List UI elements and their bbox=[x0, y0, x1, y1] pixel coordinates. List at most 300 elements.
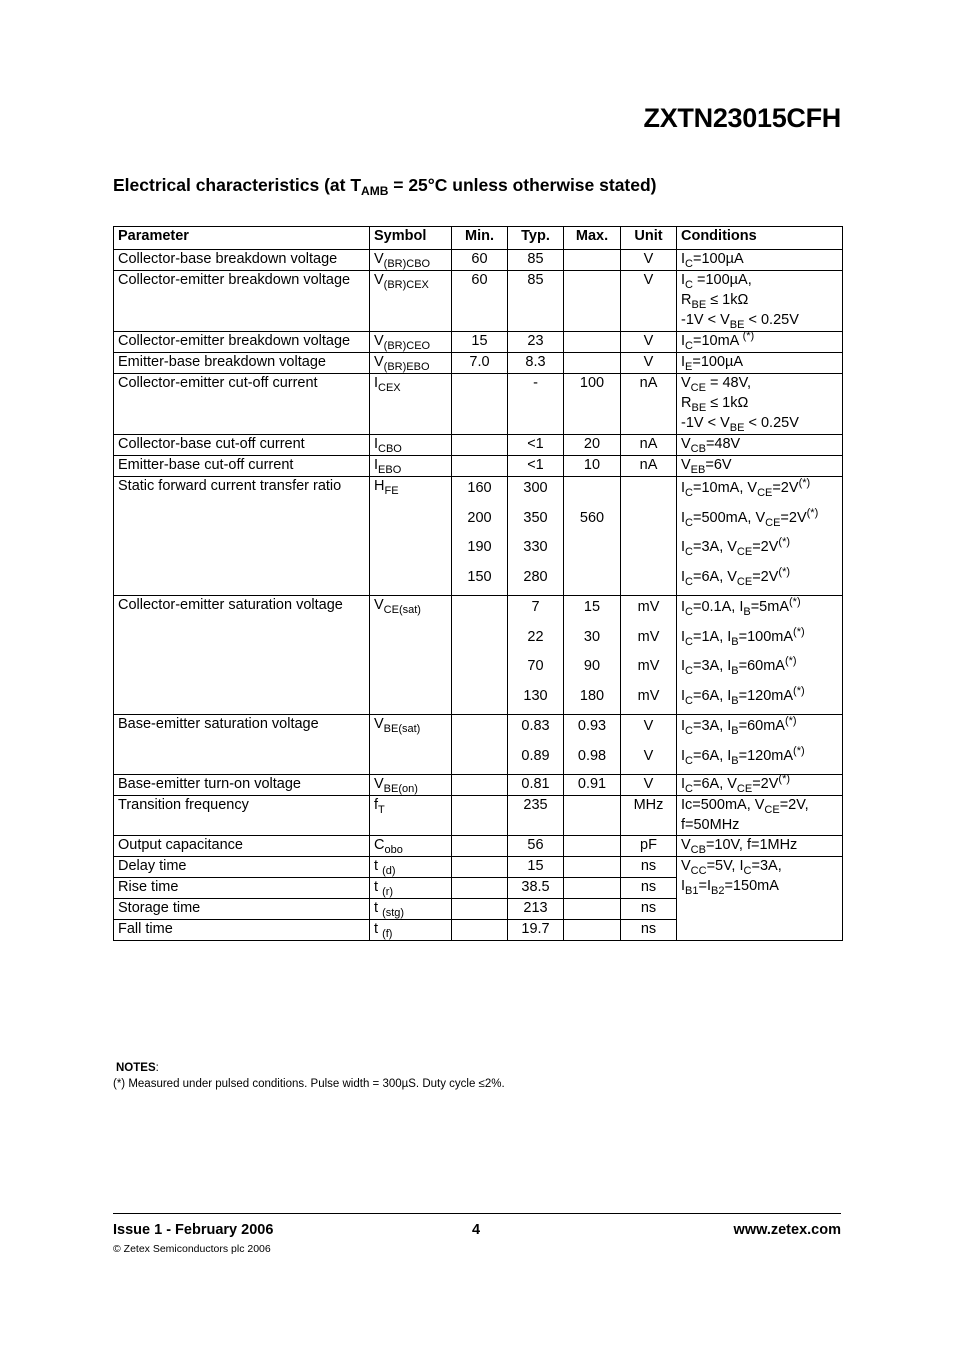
table-row bbox=[114, 250, 843, 271]
text-run: f=50MHz bbox=[681, 817, 740, 833]
table-row bbox=[114, 435, 843, 456]
typ-cell bbox=[508, 596, 564, 715]
table-row bbox=[114, 332, 843, 353]
unit-value: V bbox=[643, 718, 654, 734]
subscript: T bbox=[378, 804, 385, 816]
symbol-cell bbox=[370, 715, 452, 775]
unit-cell bbox=[621, 899, 677, 920]
text-run: =2V bbox=[752, 568, 779, 585]
subscript: CE bbox=[757, 487, 773, 499]
footer-issue: Issue 1 - February 2006 bbox=[113, 1222, 274, 1238]
typ-value: 0.83 bbox=[521, 718, 550, 734]
text-run: =3A, I bbox=[692, 658, 732, 674]
text-run: -1V < V bbox=[681, 415, 730, 431]
superscript: (*) bbox=[742, 330, 755, 342]
typ-value: 85 bbox=[527, 251, 544, 267]
typ-cell bbox=[508, 250, 564, 271]
subscript: CB bbox=[690, 844, 706, 856]
typ-value: 0.81 bbox=[521, 776, 550, 792]
typ-value: 130 bbox=[523, 687, 548, 704]
text-run: =6A, V bbox=[692, 776, 737, 792]
subscript: BE bbox=[729, 319, 745, 331]
condition-line bbox=[681, 332, 838, 352]
unit-cell bbox=[621, 775, 677, 796]
typ-value: 330 bbox=[523, 539, 548, 555]
section-title-text-a: Electrical characteristics (at T bbox=[113, 175, 362, 195]
condition-line bbox=[681, 353, 838, 373]
header-unit: Unit bbox=[621, 227, 677, 250]
unit-cell bbox=[621, 920, 677, 941]
footer-url: www.zetex.com bbox=[733, 1222, 841, 1238]
max-cell bbox=[564, 796, 621, 836]
subscript: C bbox=[685, 340, 693, 352]
max-cell bbox=[564, 477, 621, 596]
unit-value: V bbox=[643, 251, 654, 267]
text-run: =500mA, V bbox=[692, 509, 766, 526]
text-run: ≤ 1kΩ bbox=[706, 292, 749, 308]
typ-value: 23 bbox=[527, 333, 544, 349]
conditions-cell bbox=[677, 374, 843, 435]
min-value: 200 bbox=[467, 509, 492, 526]
min-cell bbox=[452, 477, 508, 596]
condition-line bbox=[681, 414, 838, 434]
text-run: =100µA, bbox=[692, 272, 752, 288]
condition-line bbox=[681, 374, 838, 394]
max-cell bbox=[564, 878, 621, 899]
typ-value: - bbox=[533, 375, 538, 391]
subscript: C bbox=[685, 487, 693, 499]
text-run: I bbox=[374, 375, 379, 391]
text-run: I bbox=[681, 718, 686, 734]
typ-value: 8.3 bbox=[525, 354, 546, 370]
text-run: =3A, V bbox=[692, 539, 737, 555]
unit-value: V bbox=[643, 333, 654, 349]
unit-cell bbox=[621, 836, 677, 857]
notes-colon: : bbox=[155, 1062, 159, 1074]
text-run: =10V, f=1MHz bbox=[705, 837, 798, 853]
unit-cell bbox=[621, 796, 677, 836]
subscript: EBO bbox=[378, 464, 402, 476]
subscript: BE bbox=[691, 299, 707, 311]
typ-cell bbox=[508, 796, 564, 836]
text-run: Ic=500mA, V bbox=[681, 797, 765, 813]
unit-value: MHz bbox=[633, 797, 664, 813]
max-value: 100 bbox=[579, 375, 605, 391]
text-run: =100mA bbox=[738, 628, 794, 645]
subscript: (f) bbox=[382, 928, 393, 940]
unit-cell bbox=[621, 878, 677, 899]
table-row bbox=[114, 374, 843, 435]
subscript: CC bbox=[690, 865, 707, 877]
notes bbox=[113, 1060, 505, 1092]
parameter-cell: Delay time bbox=[114, 857, 370, 878]
typ-value: 0.89 bbox=[521, 747, 550, 764]
table-row bbox=[114, 857, 843, 878]
typ-value: 19.7 bbox=[521, 921, 550, 937]
subscript: E bbox=[685, 361, 693, 373]
parameter-cell: Emitter-base breakdown voltage bbox=[114, 353, 370, 374]
symbol-cell bbox=[370, 920, 452, 941]
text-run: < 0.25V bbox=[744, 312, 799, 328]
min-value: 160 bbox=[467, 480, 492, 496]
text-run: I bbox=[681, 480, 686, 496]
unit-cell bbox=[621, 374, 677, 435]
max-value: 20 bbox=[583, 436, 601, 452]
condition-line bbox=[681, 596, 838, 626]
max-cell bbox=[564, 250, 621, 271]
text-run: =6A, I bbox=[692, 747, 732, 764]
max-cell bbox=[564, 456, 621, 477]
max-cell bbox=[564, 857, 621, 878]
parameter-cell: Static forward current transfer ratio bbox=[114, 477, 370, 596]
typ-value: 7 bbox=[531, 599, 540, 615]
text-run: =3A, bbox=[751, 858, 782, 874]
min-cell bbox=[452, 857, 508, 878]
conditions-cell bbox=[677, 836, 843, 857]
conditions-cell bbox=[677, 715, 843, 775]
subscript: (BR)EBO bbox=[383, 361, 430, 373]
subscript: C bbox=[685, 754, 693, 767]
min-cell bbox=[452, 332, 508, 353]
parameter-cell: Collector-emitter breakdown voltage bbox=[114, 332, 370, 353]
text-run: I bbox=[681, 658, 686, 674]
text-run: =60mA bbox=[738, 718, 785, 734]
section-title-text-b: = 25°C unless otherwise stated) bbox=[388, 175, 657, 195]
min-value: 60 bbox=[471, 272, 488, 288]
unit-cell bbox=[621, 857, 677, 878]
condition-line bbox=[681, 271, 838, 291]
symbol-cell bbox=[370, 596, 452, 715]
typ-cell bbox=[508, 920, 564, 941]
min-value bbox=[456, 655, 503, 685]
text-run: =6A, V bbox=[692, 568, 737, 585]
condition-line bbox=[681, 655, 838, 685]
typ-cell bbox=[508, 271, 564, 332]
typ-cell bbox=[508, 477, 564, 596]
text-run: =I bbox=[698, 878, 711, 894]
superscript: (*) bbox=[793, 744, 805, 757]
parameter-cell: Storage time bbox=[114, 899, 370, 920]
min-cell bbox=[452, 878, 508, 899]
superscript: (*) bbox=[789, 596, 801, 608]
parameter-cell: Rise time bbox=[114, 878, 370, 899]
text-run: I bbox=[681, 776, 686, 792]
symbol-cell bbox=[370, 477, 452, 596]
symbol-cell bbox=[370, 374, 452, 435]
superscript: (*) bbox=[793, 684, 805, 697]
text-run: I bbox=[681, 878, 686, 894]
condition-line bbox=[681, 566, 838, 596]
text-run: I bbox=[681, 509, 686, 526]
conditions-cell bbox=[677, 796, 843, 836]
text-run: =150mA bbox=[724, 878, 779, 894]
unit-value: ns bbox=[640, 921, 657, 937]
text-run: = 48V, bbox=[705, 375, 751, 391]
conditions-cell bbox=[677, 857, 843, 941]
condition-line bbox=[681, 775, 838, 795]
subscript: (BR)CBO bbox=[383, 258, 431, 270]
symbol-cell bbox=[370, 435, 452, 456]
subscript: C bbox=[685, 694, 693, 707]
header-typ: Typ. bbox=[508, 227, 564, 250]
text-run: =2V bbox=[772, 480, 799, 496]
typ-cell bbox=[508, 878, 564, 899]
text-run: R bbox=[681, 395, 692, 411]
subscript: B bbox=[731, 694, 739, 707]
text-run: =0.1A, I bbox=[692, 599, 744, 615]
section-title bbox=[113, 175, 657, 198]
subscript: (stg) bbox=[382, 907, 405, 919]
parameter-cell: Transition frequency bbox=[114, 796, 370, 836]
min-value: 7.0 bbox=[469, 354, 490, 370]
max-cell bbox=[564, 332, 621, 353]
subscript: C bbox=[743, 865, 752, 877]
unit-value: ns bbox=[640, 858, 657, 874]
subscript: CE bbox=[765, 516, 781, 529]
header-parameter: Parameter bbox=[114, 227, 370, 250]
min-value bbox=[456, 745, 503, 775]
condition-line bbox=[681, 536, 838, 566]
unit-value: mV bbox=[637, 687, 660, 704]
text-run: I bbox=[681, 333, 686, 349]
subscript: FE bbox=[384, 485, 399, 497]
text-run: V bbox=[681, 837, 691, 853]
max-cell bbox=[564, 775, 621, 796]
conditions-cell bbox=[677, 435, 843, 456]
part-number: ZXTN23015CFH bbox=[643, 103, 841, 133]
text-run: =2V bbox=[752, 539, 779, 555]
unit-cell bbox=[621, 332, 677, 353]
min-cell bbox=[452, 435, 508, 456]
typ-value: 300 bbox=[523, 480, 548, 496]
subscript: B bbox=[731, 725, 739, 737]
parameter-cell: Output capacitance bbox=[114, 836, 370, 857]
text-run: V bbox=[374, 333, 384, 349]
subscript: CE bbox=[736, 575, 753, 588]
symbol-cell bbox=[370, 775, 452, 796]
text-run: =6A, I bbox=[692, 687, 732, 704]
text-run: f bbox=[374, 797, 379, 813]
typ-value: 350 bbox=[523, 509, 548, 526]
subscript: EB bbox=[690, 464, 706, 476]
table-body bbox=[114, 250, 843, 941]
max-value: 180 bbox=[579, 687, 605, 704]
unit-cell bbox=[621, 250, 677, 271]
unit-value: mV bbox=[637, 658, 660, 674]
subscript: obo bbox=[384, 844, 403, 856]
max-cell bbox=[564, 353, 621, 374]
text-run: I bbox=[681, 354, 686, 370]
typ-cell bbox=[508, 456, 564, 477]
unit-cell bbox=[621, 715, 677, 775]
subscript: BE(on) bbox=[383, 783, 418, 795]
condition-line bbox=[681, 796, 838, 816]
footer-divider bbox=[113, 1213, 841, 1214]
condition-line bbox=[681, 394, 838, 414]
unit-cell bbox=[621, 456, 677, 477]
conditions-cell bbox=[677, 477, 843, 596]
symbol-cell bbox=[370, 899, 452, 920]
typ-value: 213 bbox=[523, 900, 548, 916]
subscript: (BR)CEX bbox=[383, 279, 429, 291]
typ-value: <1 bbox=[527, 457, 544, 473]
unit-cell bbox=[621, 271, 677, 332]
text-run: =2V bbox=[752, 776, 779, 792]
superscript: (*) bbox=[778, 565, 791, 578]
condition-line bbox=[681, 877, 838, 897]
text-run: I bbox=[681, 251, 686, 267]
typ-cell bbox=[508, 775, 564, 796]
typ-cell bbox=[508, 353, 564, 374]
min-cell bbox=[452, 271, 508, 332]
text-run: I bbox=[681, 539, 686, 555]
unit-cell bbox=[621, 435, 677, 456]
subscript: CBO bbox=[378, 443, 402, 455]
symbol-cell bbox=[370, 353, 452, 374]
subscript: BE bbox=[691, 402, 707, 414]
text-run: =3A, I bbox=[692, 718, 732, 734]
text-run: =5mA bbox=[750, 599, 790, 615]
condition-line bbox=[681, 816, 838, 835]
symbol-cell bbox=[370, 836, 452, 857]
text-run: t bbox=[374, 900, 383, 916]
text-run: I bbox=[681, 599, 686, 615]
typ-cell bbox=[508, 857, 564, 878]
conditions-cell bbox=[677, 596, 843, 715]
text-run: =120mA bbox=[738, 747, 794, 764]
typ-cell bbox=[508, 836, 564, 857]
text-run: ≤ 1kΩ bbox=[706, 395, 749, 411]
unit-cell bbox=[621, 353, 677, 374]
unit-value: nA bbox=[639, 457, 658, 473]
text-run: t bbox=[374, 879, 383, 895]
condition-line bbox=[681, 507, 838, 537]
text-run: =60mA bbox=[738, 658, 785, 674]
min-cell bbox=[452, 836, 508, 857]
text-run: H bbox=[374, 478, 385, 494]
condition-line bbox=[681, 456, 838, 476]
unit-value bbox=[625, 507, 672, 537]
text-run: t bbox=[374, 858, 383, 874]
max-cell bbox=[564, 715, 621, 775]
typ-value: 85 bbox=[527, 272, 544, 288]
header-max: Max. bbox=[564, 227, 621, 250]
superscript: (*) bbox=[793, 625, 805, 638]
min-value: 15 bbox=[471, 333, 488, 349]
text-run: =5V, I bbox=[706, 858, 744, 874]
subscript: B2 bbox=[711, 885, 725, 897]
unit-value: nA bbox=[639, 436, 658, 452]
text-run: I bbox=[681, 272, 686, 288]
max-cell bbox=[564, 899, 621, 920]
header-conditions: Conditions bbox=[677, 227, 843, 250]
subscript: C bbox=[685, 665, 693, 677]
min-cell bbox=[452, 456, 508, 477]
min-value: 190 bbox=[467, 539, 492, 555]
conditions-cell bbox=[677, 353, 843, 374]
max-value: 10 bbox=[583, 457, 601, 473]
parameter-cell: Base-emitter turn-on voltage bbox=[114, 775, 370, 796]
condition-line bbox=[681, 745, 838, 775]
symbol-cell bbox=[370, 796, 452, 836]
subscript: CEX bbox=[378, 382, 401, 394]
subscript: C bbox=[685, 783, 693, 795]
typ-value: 38.5 bbox=[521, 879, 550, 895]
unit-value: ns bbox=[640, 900, 657, 916]
parameter-cell: Collector-base cut-off current bbox=[114, 435, 370, 456]
text-run: =100µA bbox=[692, 251, 744, 267]
condition-line bbox=[681, 250, 838, 270]
subscript: CE bbox=[764, 804, 780, 816]
condition-line bbox=[681, 477, 838, 507]
max-value: 0.98 bbox=[577, 747, 607, 764]
unit-value: V bbox=[643, 747, 654, 764]
subscript: CE(sat) bbox=[383, 604, 421, 616]
table-row bbox=[114, 596, 843, 715]
subscript: C bbox=[685, 635, 693, 648]
text-run: R bbox=[681, 292, 692, 308]
subscript: B bbox=[731, 754, 739, 767]
unit-value: nA bbox=[639, 375, 658, 391]
unit-value: V bbox=[643, 776, 654, 792]
subscript: C bbox=[685, 606, 693, 618]
condition-line bbox=[681, 626, 838, 656]
text-run: V bbox=[681, 375, 691, 391]
parameter-cell: Base-emitter saturation voltage bbox=[114, 715, 370, 775]
table-row bbox=[114, 477, 843, 596]
symbol-cell bbox=[370, 857, 452, 878]
text-run: V bbox=[681, 457, 691, 473]
unit-value bbox=[625, 566, 672, 596]
superscript: (*) bbox=[784, 715, 797, 727]
unit-value bbox=[625, 477, 672, 507]
subscript: B bbox=[731, 635, 739, 648]
text-run: V bbox=[374, 354, 384, 370]
min-value bbox=[456, 685, 503, 715]
min-value bbox=[456, 596, 503, 626]
max-cell bbox=[564, 920, 621, 941]
table-row bbox=[114, 715, 843, 775]
text-run: I bbox=[374, 436, 379, 452]
max-cell bbox=[564, 271, 621, 332]
table-row bbox=[114, 796, 843, 836]
typ-value: 280 bbox=[523, 568, 548, 585]
parameter-cell: Collector-base breakdown voltage bbox=[114, 250, 370, 271]
subscript: C bbox=[685, 258, 693, 270]
table-row bbox=[114, 775, 843, 796]
superscript: (*) bbox=[778, 536, 791, 548]
unit-value: ns bbox=[640, 879, 657, 895]
text-run: =10mA bbox=[692, 333, 743, 349]
text-run: =120mA bbox=[738, 687, 794, 704]
text-run: =2V, bbox=[779, 797, 809, 813]
min-cell bbox=[452, 920, 508, 941]
condition-line bbox=[681, 836, 838, 856]
min-cell bbox=[452, 775, 508, 796]
max-value: 90 bbox=[583, 658, 601, 674]
subscript: C bbox=[685, 546, 693, 558]
notes-text: (*) Measured under pulsed conditions. Pulse width = 300µS. Duty cycle ≤2%. bbox=[113, 1078, 505, 1090]
text-run: =2V bbox=[780, 509, 807, 526]
unit-value: V bbox=[643, 272, 654, 288]
parameter-cell: Collector-emitter breakdown voltage bbox=[114, 271, 370, 332]
text-run: I bbox=[681, 628, 686, 645]
min-cell bbox=[452, 250, 508, 271]
symbol-cell bbox=[370, 456, 452, 477]
text-run: =48V bbox=[705, 436, 741, 452]
text-run: =100µA bbox=[692, 354, 744, 370]
text-run: V bbox=[681, 436, 691, 452]
